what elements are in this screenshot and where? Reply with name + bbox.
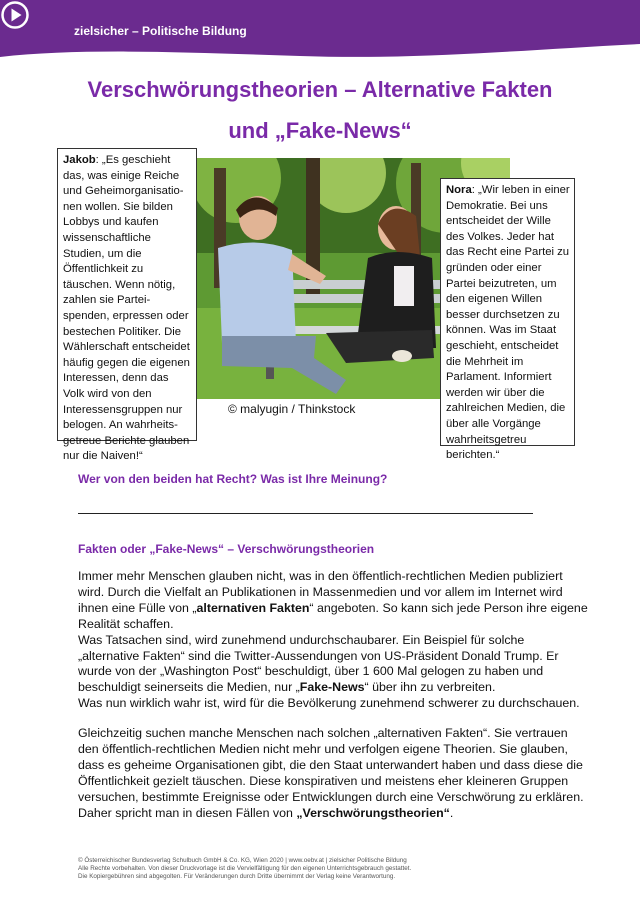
quote-text: Lobbys und kaufen [63,216,159,229]
quote-line [446,199,569,215]
emphasis-term: alternativen Fakten [196,600,310,615]
quote-text: besser durchsetzen zu [446,308,560,321]
quote-line [446,261,569,277]
paragraph-line [78,680,578,696]
quote-text: zahlreichen Medien, die [446,402,566,415]
quote-text: gründen oder einer [446,261,542,274]
quote-text: können. Was im Staat [446,324,557,337]
speaker-name-jakob: Jakob [63,154,96,166]
quote-text: über alle Vorgänge [446,417,541,430]
quote-line [446,370,569,386]
quote-text: den eigenen Willen [446,293,543,306]
quote-line [446,245,569,261]
paragraph-line: „alternative Fakten“ sind die Twitter-Aussendungen von US-Präsident Donald Trump. Er [78,648,559,663]
quote-text: häufig gegen die eigenen [63,356,190,369]
emphasis-term: „Verschwörungstheorien“ [296,805,450,820]
speaker-name-nora: Nora [446,184,472,196]
quote-text: entscheidet der Wille [446,215,551,228]
paragraph-line: versuchen, bestimmte Ereignisse oder Entwicklungen durch eine Verschwörung zu erklären. [78,789,584,804]
quote-box-jakob [57,148,197,463]
emphasis-term: Fake-News [299,680,365,695]
quote-line [63,200,191,216]
footer-line: Alle Rechte vorbehalten. Von dieser Druckvorlage ist die Vervielfältigung für den eigenen Unterrichtsgebrauch gestattet. [78,864,412,872]
quote-line [446,292,569,308]
quote-line [63,247,191,263]
text-segment: ihnen eine Fülle von „ [78,600,197,615]
quote-text: berichten.“ [446,449,500,462]
quote-text: Wählerschaft entscheidet [63,341,190,354]
paragraph-line: Öffentlichkeit gezielt täuschen. Diese konspirativen und meistens eher kleineren Gruppen [78,773,569,788]
quote-line [63,403,191,419]
quote-text: Demokratie. Bei uns [446,199,548,212]
quote-text: täuschen. Wenn nötig, [63,278,176,291]
paragraph-line: wird. Durch die Vielfalt an Publikationen in Massenmedien und vor allem im Internet wird [78,584,563,599]
quote-text: Volk wird von den [63,387,152,400]
quote-line [63,184,191,200]
page-title-line-1: Verschwörungstheorien – Alternative Fakten [87,77,553,102]
quote-line [63,325,191,341]
paragraph-line [78,600,588,617]
play-circle-icon [0,0,30,30]
quote-text: werden wir über die [446,386,545,399]
quote-text: wissenschaftliche [63,231,151,244]
quote-text: Öffentlichkeit zu [63,263,144,276]
photo-credit: © malyugin / Thinkstock [228,402,356,416]
paragraph-line: Was Tatsachen sind, wird zunehmend undurchschaubarer. Ein Beispiel für solche [78,632,525,647]
quote-text: belogen. An wahrheits- [63,419,178,432]
quote-line [446,214,569,230]
quote-line [63,231,191,247]
quote-line [63,340,191,356]
paragraph-line: wurde von der „Washington Post“ beschuldigt, über 1 600 Mal gelogen zu haben und [78,664,544,679]
quote-text: getreue Berichte glauben [63,434,190,447]
quote-line [63,449,191,465]
quote-line [63,418,191,434]
quote-text: die Mehrheit im [446,355,524,368]
discussion-question: Wer von den beiden hat Recht? Was ist Ihre Meinung? [78,472,388,486]
quote-line [63,293,191,309]
page-title-line-2: und „Fake-News“ [228,118,412,143]
answer-line [78,513,533,514]
text-segment: “ angeboten. So kann sich jede Person ihre eigene [309,600,588,615]
quote-line [63,387,191,403]
quote-line [63,278,191,294]
section-heading: Fakten oder „Fake-News“ – Verschwörungstheorien [78,542,375,556]
quote-text: Interessen, denn das [63,372,169,385]
quote-line [63,434,191,450]
quote-text: spenden, erpressen oder [63,309,189,322]
quote-line [446,277,569,293]
quote-text: : „Es geschieht [95,154,171,166]
quote-text: Interessensgruppen nur [63,403,183,416]
paragraph-line: Gleichzeitig suchen manche Menschen nach solchen „alternativen Fakten“. Sie vertrauen [78,726,568,740]
footer-line: © Österreichischer Bundesverlag Schulbuch GmbH & Co. KG, Wien 2020 | www.oebv.at | zielsicher Politische Bildung [78,857,407,864]
quote-line [63,309,191,325]
brand-name: zielsicher – Politische Bildung [74,24,247,38]
quote-text: des Volkes. Jeder hat [446,230,555,243]
quote-line [446,308,569,324]
paragraph-2 [78,726,584,821]
quote-text: nen wollen. Sie bilden [63,200,173,213]
text-segment: beschuldigt seinerseits die Medien, nur „ [78,680,300,695]
quote-text: nur die Naiven!“ [63,450,143,463]
paragraph-line: Immer mehr Menschen glauben nicht, was in den öffentlich-rechtlichen Medien publiziert [78,569,563,583]
paragraph-line: den öffentlich-rechtlichen Medien nicht mehr und verfolgen eigene Theorien. Sie glauben, [78,741,568,756]
quote-text: Studien, um die [63,247,142,260]
quote-line [446,401,569,417]
quote-line [63,215,191,231]
quote-line [446,230,569,246]
quote-text: das, was einige Reiche [63,169,180,182]
quote-text: das Recht eine Partei zu [446,246,570,259]
quote-line [63,169,191,185]
text-segment: . [449,805,454,820]
footer-line: Die Kopiergebühren sind abgegolten. Für Veränderungen durch Dritte übernimmt der Verlag keine Verantwortung. [78,872,396,880]
quote-line [63,262,191,278]
quote-line [446,183,569,199]
quote-text: : „Wir leben in einer [471,184,570,196]
copyright-footer [78,857,411,880]
quote-line [63,153,191,169]
quote-line [63,371,191,387]
paragraph-1 [78,569,588,712]
header-banner [0,0,640,62]
quote-line [446,448,569,464]
quote-line [446,417,569,433]
paragraph-line: Realität schaffen. [78,616,174,631]
quote-line [446,355,569,371]
text-segment: “ über ihn zu verbreiten. [364,680,496,695]
quote-text: geschieht, entscheidet [446,339,559,352]
paragraph-line: dass es geheime Organisationen gibt, die den Staat unterwandert haben und dass diese die [78,757,583,772]
quote-text: und Geheimorganisatio- [63,185,184,198]
quote-box-nora [440,178,575,462]
quote-line [446,433,569,449]
quote-text: Partei beizutreten, um [446,277,557,290]
quote-line [446,323,569,339]
quote-line [446,339,569,355]
paragraph-line: Was nun wirklich wahr ist, wird für die Bevölkerung zunehmend schwerer zu durchschauen. [78,696,580,711]
text-segment: Daher spricht man in diesen Fällen von [78,805,297,820]
quote-text: bestechen Politiker. Die [63,325,182,338]
quote-text: wahrheitsgetreu [446,433,527,446]
quote-line [63,356,191,372]
quote-text: Parlament. Informiert [446,371,552,384]
quote-text: zahlen sie Partei- [63,294,151,307]
quote-line [446,386,569,402]
paragraph-line [78,806,578,822]
